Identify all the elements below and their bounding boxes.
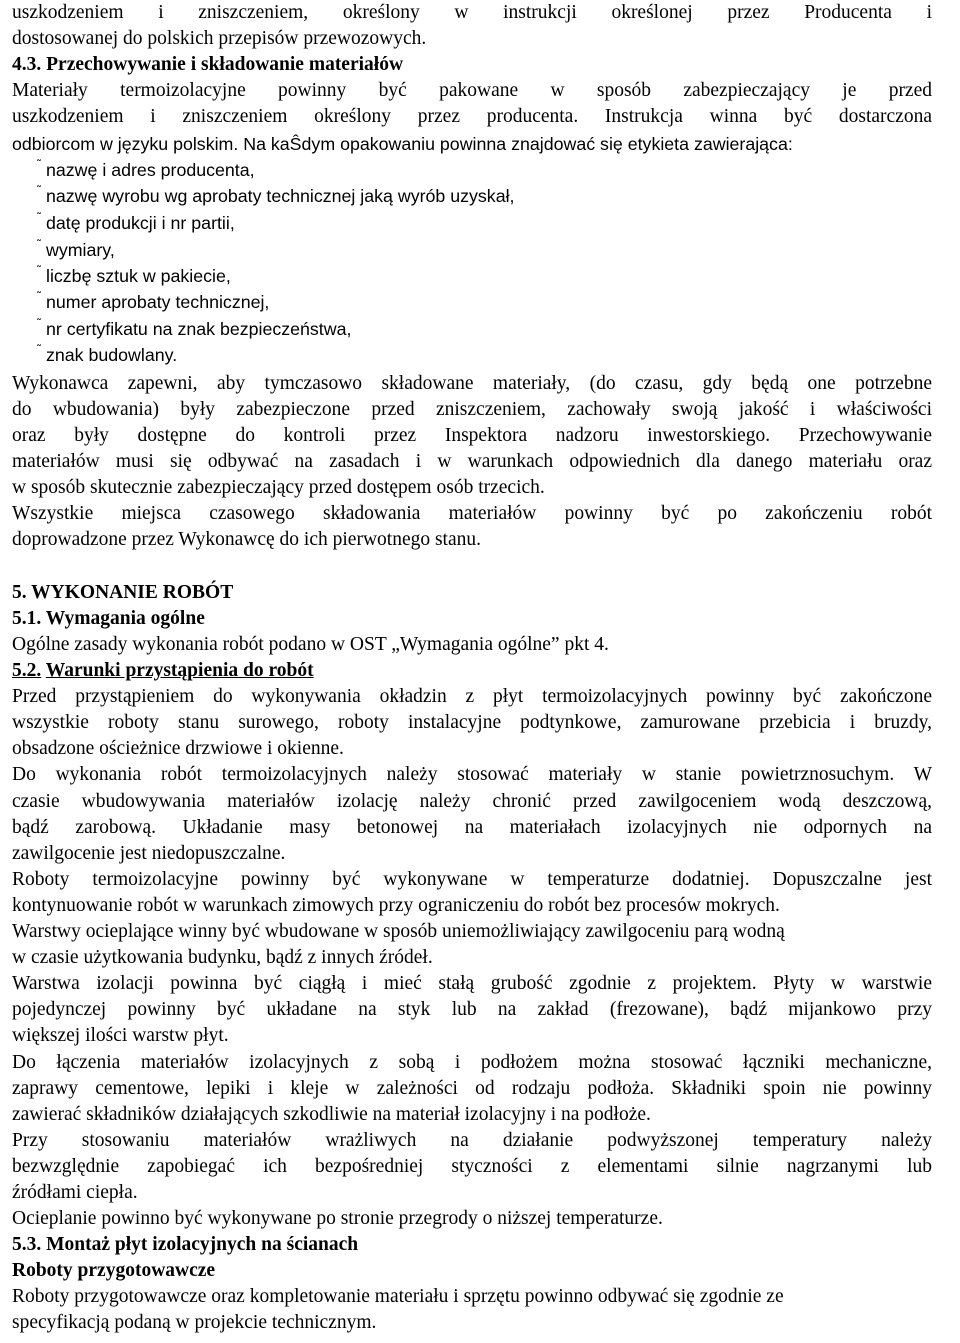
paragraph-line: uszkodzeniem i zniszczeniem określony przez producenta. Instrukcja winna być dostarczona: [12, 106, 932, 127]
paragraph-line: obsadzone ościeżnice drzwiowe i okienne.: [12, 738, 344, 759]
list-item-text: nazwę wyrobu wg aprobaty technicznej jaką wyrób uzyskał,: [46, 186, 515, 206]
paragraph-line: oraz były dostępne do kontroli przez Inspektora nadzoru inwestorskiego. Przechowywanie: [12, 425, 932, 446]
paragraph-line: pojedynczej powinny być układane na styk lub na zakład (frezowane), bądź mijankowo przy: [12, 999, 932, 1020]
list-item: [36, 289, 906, 315]
paragraph-line: Ocieplanie powinno być wykonywane po stronie przegrody o niższej temperaturze.: [12, 1208, 663, 1229]
paragraph-line: Przy stosowaniu materiałów wrażliwych na działanie podwyższonej temperatury należy: [12, 1130, 932, 1151]
paragraph-line: wszystkie roboty stanu surowego, roboty instalacyjne podtynkowe, zamurowane przebicia i bruzdy,: [12, 712, 932, 733]
subheading-prep-works: Roboty przygotowawcze: [12, 1260, 216, 1281]
bullet-icon: ˜: [36, 317, 42, 331]
list-item-text: datę produkcji i nr partii,: [46, 213, 235, 233]
section-number: 5.2.: [12, 660, 42, 681]
list-item: [36, 342, 906, 368]
bullet-icon: ˜: [36, 238, 42, 252]
section-heading-5-1: 5.1. Wymagania ogólne: [12, 608, 205, 629]
paragraph-line: Roboty termoizolacyjne powinny być wykonywane w temperaturze dodatniej. Dopuszczalne jest: [12, 869, 932, 890]
list-item: [36, 183, 906, 209]
bullet-icon: ˜: [36, 184, 42, 198]
paragraph-line: większej ilości warstw płyt.: [12, 1025, 229, 1046]
paragraph-line: uszkodzeniem i zniszczeniem, określony w instrukcji określonej przez Producenta i: [12, 2, 932, 23]
paragraph-line: odbiorcom w języku polskim. Na kaŜdym opakowaniu powinna znajdować się etykieta zawierająca:: [12, 134, 793, 154]
list-item-text: numer aprobaty technicznej,: [46, 292, 270, 312]
section-heading-5-2: [12, 658, 932, 684]
paragraph-line: kontynuowanie robót w warunkach zimowych przy ograniczeniu do robót bez procesów mokrych.: [12, 895, 780, 916]
paragraph-line: dostosowanej do polskich przepisów przewozowych.: [12, 28, 427, 49]
paragraph-line: w sposób skutecznie zabezpieczający przed dostępem osób trzecich.: [12, 477, 545, 498]
paragraph-line: bezwzględnie zapobiegać ich bezpośredniej styczności z elementami silnie nagrzanymi lub: [12, 1156, 932, 1177]
paragraph-line: Wszystkie miejsca czasowego składowania materiałów powinny być po zakończeniu robót: [12, 503, 932, 524]
paragraph-line: Materiały termoizolacyjne powinny być pakowane w sposób zabezpieczający je przed: [12, 80, 932, 101]
list-item-text: znak budowlany.: [46, 345, 178, 365]
paragraph-line: bądź zarobową. Układanie masy betonowej na materiałach izolacyjnych nie odpornych na: [12, 817, 932, 838]
bullet-icon: ˜: [36, 343, 42, 357]
paragraph-line: zawierać składników działających szkodliwie na materiał izolacyjny i na podłoże.: [12, 1104, 651, 1125]
paragraph-line: Do wykonania robót termoizolacyjnych należy stosować materiały w stanie powietrznosuchym. W: [12, 764, 932, 785]
paragraph-line: zaprawy cementowe, lepiki i kleje w zależności od rodzaju podłoża. Składniki spoin nie powinny: [12, 1078, 932, 1099]
paragraph-line: Wykonawca zapewni, aby tymczasowo składowane materiały, (do czasu, gdy będą one potrzebne: [12, 373, 932, 394]
list-item: [36, 237, 906, 263]
paragraph-line: źródłami ciepła.: [12, 1182, 138, 1203]
paragraph-line: Ogólne zasady wykonania robót podano w OST „Wymagania ogólne” pkt 4.: [12, 634, 609, 655]
paragraph-line: materiałów musi się odbywać na zasadach i w warunkach odpowiednich dla danego materiału oraz: [12, 451, 932, 472]
list-item: [36, 316, 906, 342]
paragraph-line: doprowadzone przez Wykonawcę do ich pierwotnego stanu.: [12, 529, 482, 550]
paragraph-line: Warstwa izolacji powinna być ciągłą i mieć stałą grubość zgodnie z projektem. Płyty w warstwie: [12, 973, 932, 994]
section-heading-5: 5. WYKONANIE ROBÓT: [12, 582, 234, 603]
list-item: [36, 210, 906, 236]
paragraph-line: do wbudowania) były zabezpieczone przed zniszczeniem, zachowały swoją jakość i właściwości: [12, 399, 932, 420]
bullet-icon: ˜: [36, 264, 42, 278]
list-item: [36, 157, 906, 183]
bullet-icon: ˜: [36, 290, 42, 304]
bullet-icon: ˜: [36, 158, 42, 172]
section-title: Warunki przystąpienia do robót: [45, 660, 314, 681]
paragraph-line: specyfikacją podaną w projekcie technicznym.: [12, 1312, 377, 1333]
paragraph-line: Roboty przygotowawcze oraz kompletowanie materiału i sprzętu powinno odbywać się zgodnie ze: [12, 1286, 784, 1307]
list-item-text: wymiary,: [46, 240, 115, 260]
paragraph-line: zawilgocenie jest niedopuszczalne.: [12, 843, 286, 864]
list-item-text: liczbę sztuk w pakiecie,: [46, 266, 231, 286]
paragraph-line: czasie wbudowywania materiałów izolację należy chronić przed zawilgoceniem wodą deszczową,: [12, 791, 932, 812]
paragraph-line: Przed przystąpieniem do wykonywania okładzin z płyt termoizolacyjnych powinny być zakończone: [12, 686, 932, 707]
bullet-icon: ˜: [36, 211, 42, 225]
list-item: [36, 263, 906, 289]
list-item-text: nazwę i adres producenta,: [46, 160, 255, 180]
paragraph-line: Do łączenia materiałów izolacyjnych z sobą i podłożem można stosować łączniki mechaniczne,: [12, 1052, 932, 1073]
section-heading-5-3: 5.3. Montaż płyt izolacyjnych na ścianach: [12, 1234, 359, 1255]
list-item-text: nr certyfikatu na znak bezpieczeństwa,: [46, 319, 352, 339]
paragraph-line: Warstwy ocieplające winny być wbudowane w sposób uniemożliwiający zawilgoceniu parą wodną: [12, 921, 785, 942]
section-heading-4-3: 4.3. Przechowywanie i składowanie materiałów: [12, 54, 404, 75]
paragraph-line: w czasie użytkowania budynku, bądź z innych źródeł.: [12, 947, 433, 968]
